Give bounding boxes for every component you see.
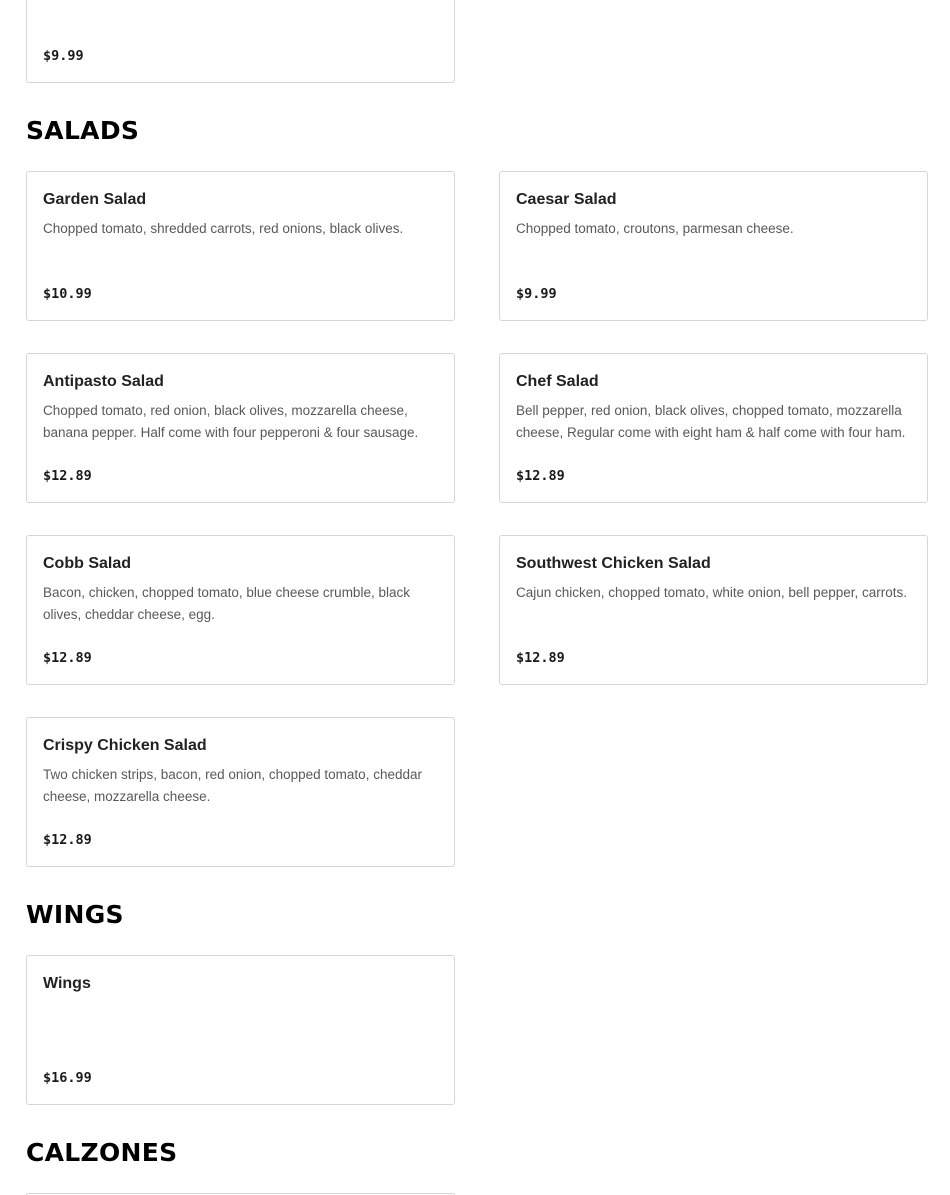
item-description: Bell pepper, red onion, black olives, chopped tomato, mozzarella cheese, Regular come with eight ham & half come with four ham.: [516, 403, 906, 440]
item-name: Cobb Salad: [43, 555, 132, 572]
item-price: $12.89: [43, 832, 92, 848]
item-name: Wings: [43, 975, 91, 992]
item-name: Caesar Salad: [516, 191, 617, 208]
section-title-wings: WINGS: [26, 900, 124, 929]
item-price: $12.89: [516, 650, 565, 666]
item-name: Chef Salad: [516, 373, 599, 390]
item-name: Crispy Chicken Salad: [43, 737, 207, 754]
item-price: $9.99: [43, 48, 84, 64]
item-name: Garden Salad: [43, 191, 147, 208]
item-description: Chopped tomato, red onion, black olives, mozzarella cheese, banana pepper. Half come with four pepperoni & four sausage.: [43, 403, 419, 440]
menu-item-caesar-salad[interactable]: [499, 171, 928, 321]
item-description: Cajun chicken, chopped tomato, white onion, bell pepper, carrots.: [516, 585, 907, 600]
item-price: $12.89: [516, 468, 565, 484]
item-name: Southwest Chicken Salad: [516, 555, 711, 572]
item-description: Chopped tomato, croutons, parmesan cheese.: [516, 221, 794, 236]
item-price: $10.99: [43, 286, 92, 302]
item-price: $12.89: [43, 468, 92, 484]
item-price: $16.99: [43, 1070, 92, 1086]
section-title-salads: SALADS: [26, 116, 140, 145]
menu-item-chef-salad[interactable]: [499, 353, 928, 503]
menu-item-antipasto-salad[interactable]: [26, 353, 455, 503]
item-description: Bacon, chicken, chopped tomato, blue cheese crumble, black olives, cheddar cheese, egg.: [43, 585, 410, 622]
menu-item-southwest-chicken-salad[interactable]: [499, 535, 928, 685]
menu-item-crispy-chicken-salad[interactable]: [26, 717, 455, 867]
item-name: Antipasto Salad: [43, 373, 164, 390]
menu-item-cobb-salad[interactable]: [26, 535, 455, 685]
item-description: Two chicken strips, bacon, red onion, chopped tomato, cheddar cheese, mozzarella cheese.: [43, 767, 422, 804]
section-title-calzones: CALZONES: [26, 1138, 178, 1167]
item-price: $9.99: [516, 286, 557, 302]
item-description: Chopped tomato, shredded carrots, red onions, black olives.: [43, 221, 404, 236]
menu-item-wings[interactable]: [26, 955, 455, 1105]
item-price: $12.89: [43, 650, 92, 666]
menu-item-card[interactable]: [26, 0, 455, 83]
menu-item-garden-salad[interactable]: [26, 171, 455, 321]
